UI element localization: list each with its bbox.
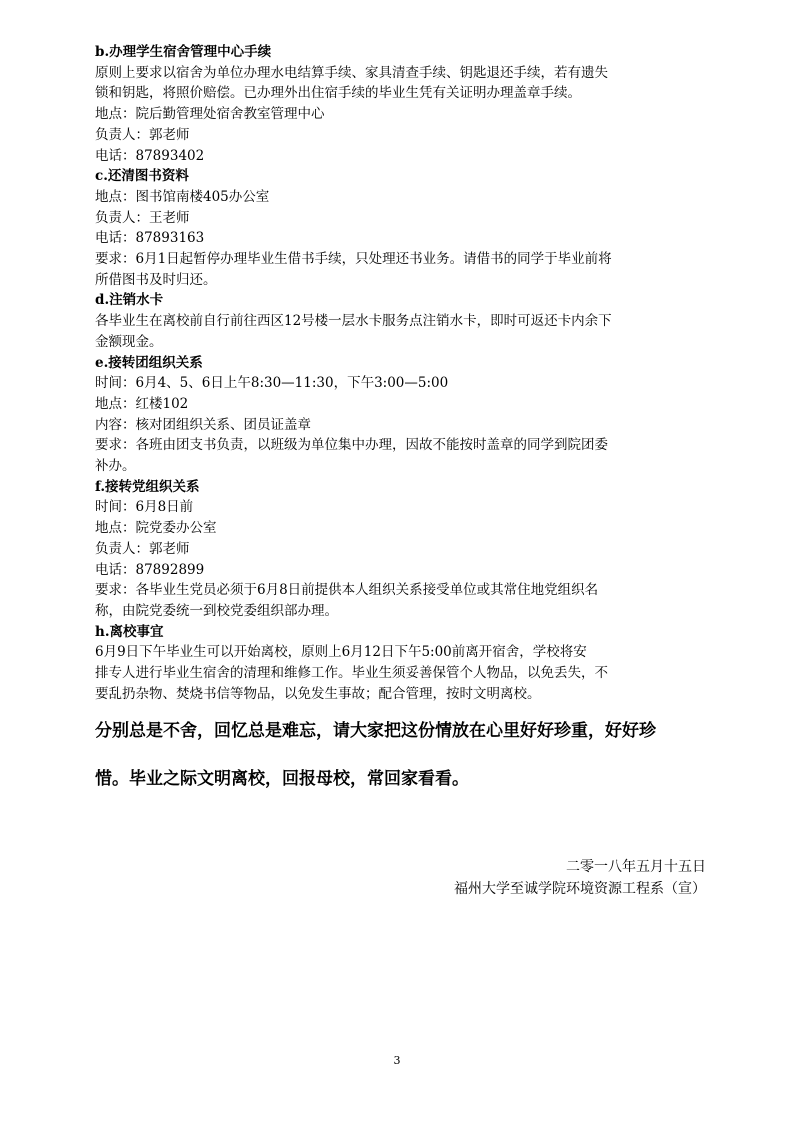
- phone-line: 电话：87892899: [95, 561, 205, 578]
- closing-line: 分别总是不舍，回忆总是难忘，请大家把这份情放在心里好好珍重，好好珍: [95, 720, 656, 741]
- location-line: 地点：院党委办公室: [95, 520, 217, 537]
- section-b: [95, 42, 715, 166]
- signature-organization: 福州大学至诚学院环境资源工程系（宣）: [454, 881, 706, 897]
- section-heading: d.注销水卡: [95, 292, 164, 309]
- section-e: [95, 353, 715, 477]
- section-heading: f.接转党组织关系: [95, 478, 200, 495]
- section-heading: c.还清图书资料: [95, 168, 189, 185]
- paragraph-line: 排专人进行毕业生宿舍的清理和维修工作。毕业生须妥善保管个人物品，以免丢失，不: [95, 665, 608, 682]
- location-line: 地点：红楼102: [95, 395, 189, 412]
- requirement-line: 称，由院党委统一到校党委组织部办理。: [95, 602, 338, 619]
- paragraph-line: 锁和钥匙，将照价赔偿。已办理外出住宿手续的毕业生凭有关证明办理盖章手续。: [95, 85, 581, 102]
- location-line: 地点：图书馆南楼405办公室: [95, 188, 270, 205]
- phone-line: 电话：87893402: [95, 147, 205, 164]
- closing-line: 惜。毕业之际文明离校，回报母校，常回家看看。: [95, 768, 469, 789]
- section-f: [95, 477, 715, 622]
- requirement-line: 要求：各班由团支书负责，以班级为单位集中办理，因故不能按时盖章的同学到院团委: [95, 437, 608, 454]
- paragraph-line: 金额现金。: [95, 333, 163, 350]
- signature-date: 二零一八年五月十五日: [566, 859, 706, 875]
- time-line: 时间：6月8日前: [95, 499, 194, 516]
- section-d: [95, 290, 715, 352]
- requirement-line: 要求：6月1日起暂停办理毕业生借书手续，只处理还书业务。请借书的同学于毕业前将: [95, 251, 612, 268]
- time-line: 时间：6月4、5、6日上午8:30—11:30，下午3:00—5:00: [95, 375, 449, 392]
- closing-message: [95, 707, 715, 803]
- contact-person-line: 负责人：郭老师: [95, 540, 190, 557]
- section-heading: h.离校事宜: [95, 623, 164, 640]
- phone-line: 电话：87893163: [95, 230, 205, 247]
- paragraph-line: 原则上要求以宿舍为单位办理水电结算手续、家具清查手续、钥匙退还手续，若有遗失: [95, 64, 608, 81]
- signature-block: [454, 856, 706, 900]
- contact-person-line: 负责人：王老师: [95, 209, 190, 226]
- paragraph-line: 要乱扔杂物、焚烧书信等物品，以免发生事故；配合管理，按时文明离校。: [95, 685, 541, 702]
- paragraph-line: 6月9日下午毕业生可以开始离校，原则上6月12日下午5:00前离开宿舍，学校将安: [95, 644, 587, 661]
- content-line: 内容：核对团组织关系、团员证盖章: [95, 416, 311, 433]
- section-c: [95, 166, 715, 290]
- document-body: [95, 42, 715, 803]
- requirement-line: 要求：各毕业生党员必须于6月8日前提供本人组织关系接受单位或其常住地党组织名: [95, 582, 599, 599]
- requirement-line: 补办。: [95, 458, 136, 475]
- section-heading: e.接转团组织关系: [95, 354, 203, 371]
- section-heading: b.办理学生宿舍管理中心手续: [95, 44, 272, 60]
- location-line: 地点：院后勤管理处宿舍教室管理中心: [95, 106, 325, 123]
- requirement-line: 所借图书及时归还。: [95, 271, 217, 288]
- paragraph-line: 各毕业生在离校前自行前往西区12号楼一层水卡服务点注销水卡，即时可返还卡内余下: [95, 313, 612, 330]
- contact-person-line: 负责人：郭老师: [95, 126, 190, 143]
- page-number: 3: [393, 1054, 401, 1067]
- section-h: [95, 622, 715, 705]
